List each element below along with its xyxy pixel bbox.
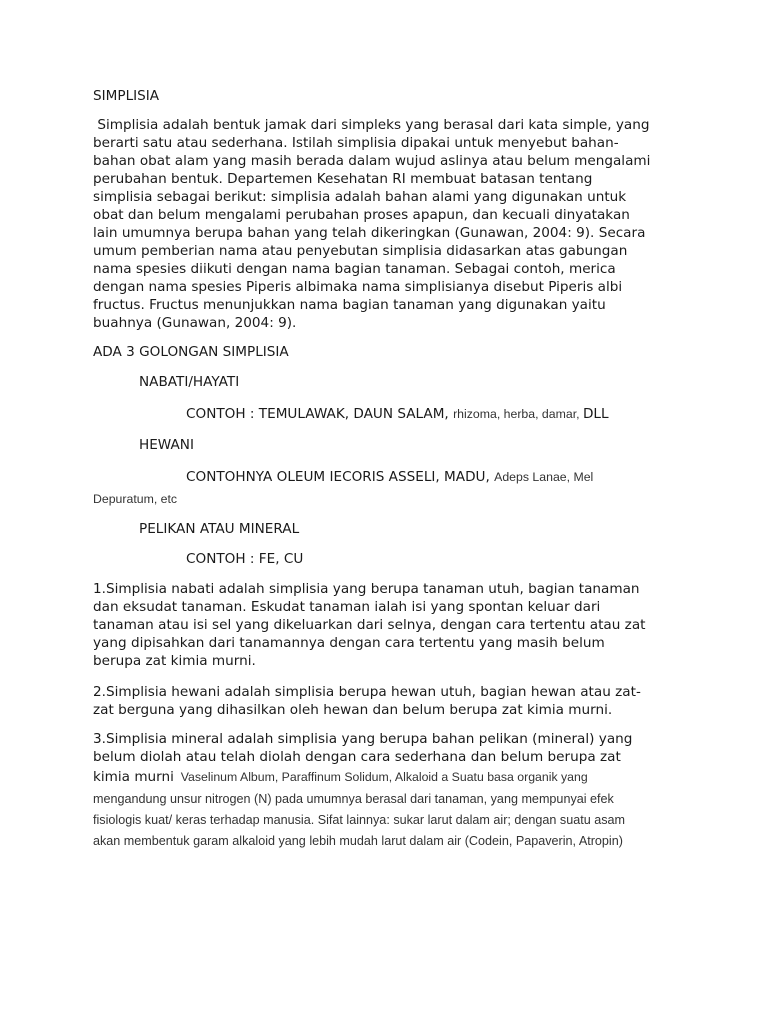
nabati-contoh-end: DLL	[582, 406, 609, 422]
point-1-line: dan eksudat tanaman. Eskudat tanaman ialah isi yang spontan keluar dari	[93, 599, 601, 615]
hewani-contoh-continued: Depuratum, etc	[93, 492, 178, 506]
hewani-contoh	[186, 468, 593, 486]
point-2-paragraph	[93, 683, 683, 719]
nabati-contoh-small: rhizoma, herba, damar,	[453, 407, 583, 421]
point-3-line-3-main: kimia murni	[93, 769, 174, 785]
intro-line: obat dan belum mengalami perubahan proses apapun, dan kecuali dinyatakan	[93, 207, 630, 223]
point-3-paragraph	[93, 730, 683, 766]
mineral-contoh: CONTOH : FE, CU	[186, 551, 304, 567]
hewani-contoh-small: Adeps Lanae, Mel	[494, 470, 594, 484]
intro-line: simplisia sebagai berikut: simplisia adalah bahan alami yang digunakan untuk	[93, 189, 627, 205]
intro-line: perubahan bentuk. Departemen Kesehatan RI membuat batasan tentang	[93, 171, 593, 187]
point-3-tail-line: fisiologis kuat/ keras terhadap manusia. Sifat lainnya: sukar larut dalam air; dengan suatu asam	[93, 813, 626, 827]
point-2-line: 2.Simplisia hewani adalah simplisia berupa hewan utuh, bagian hewan atau zat-	[93, 684, 641, 700]
point-3-line-3	[93, 768, 588, 786]
intro-paragraph	[93, 116, 683, 332]
point-3-tail-line: akan membentuk garam alkaloid yang lebih mudah larut dalam air (Codein, Papaverin, Atropin)	[93, 834, 623, 848]
hewani-contoh-main: CONTOHNYA OLEUM IECORIS ASSELI, MADU,	[186, 469, 495, 485]
point-1-line: 1.Simplisia nabati adalah simplisia yang berupa tanaman utuh, bagian tanaman	[93, 581, 640, 597]
point-3-line-3-small: Vaselinum Album, Paraffinum Solidum, Alkaloid a Suatu basa organik yang	[173, 770, 588, 784]
hewani-label: HEWANI	[139, 437, 194, 453]
heading-simplisia: SIMPLISIA	[93, 88, 160, 104]
intro-line: lain umumnya berupa bahan yang telah dikeringkan (Gunawan, 2004: 9). Secara	[93, 225, 646, 241]
point-1-line: berupa zat kimia murni.	[93, 653, 256, 669]
intro-line: bahan obat alam yang masih berada dalam wujud aslinya atau belum mengalami	[93, 153, 651, 169]
point-3-line: belum diolah atau telah diolah dengan cara sederhana dan belum berupa zat	[93, 749, 621, 765]
intro-line: Simplisia adalah bentuk jamak dari simpleks yang berasal dari kata simple, yang	[93, 117, 650, 133]
point-1-paragraph	[93, 580, 683, 670]
point-3-tail-line: mengandung unsur nitrogen (N) pada umumnya berasal dari tanaman, yang mempunyai efek	[93, 792, 614, 806]
intro-line: dengan nama spesies Piperis albimaka nama simplisianya disebut Piperis albi	[93, 279, 623, 295]
nabati-label: NABATI/HAYATI	[139, 374, 240, 390]
point-2-line: zat berguna yang dihasilkan oleh hewan dan belum berupa zat kimia murni.	[93, 702, 613, 718]
nabati-contoh	[186, 405, 609, 423]
point-1-line: yang dipisahkan dari tanamannya dengan cara tertentu yang masih belum	[93, 635, 605, 651]
intro-line: berarti satu atau sederhana. Istilah simplisia dipakai untuk menyebut bahan-	[93, 135, 619, 151]
nabati-contoh-main: CONTOH : TEMULAWAK, DAUN SALAM,	[186, 406, 454, 422]
point-1-line: tanaman atau isi sel yang dikeluarkan dari selnya, dengan cara tertentu atau zat	[93, 617, 646, 633]
intro-line: buahnya (Gunawan, 2004: 9).	[93, 315, 297, 331]
mineral-label: PELIKAN ATAU MINERAL	[139, 521, 300, 537]
point-3-line: 3.Simplisia mineral adalah simplisia yang berupa bahan pelikan (mineral) yang	[93, 731, 633, 747]
golongan-heading: ADA 3 GOLONGAN SIMPLISIA	[93, 344, 289, 360]
intro-line: umum pemberian nama atau penyebutan simplisia didasarkan atas gabungan	[93, 243, 628, 259]
intro-line: nama spesies diikuti dengan nama bagian tanaman. Sebagai contoh, merica	[93, 261, 616, 277]
intro-line: fructus. Fructus menunjukkan nama bagian tanaman yang digunakan yaitu	[93, 297, 606, 313]
